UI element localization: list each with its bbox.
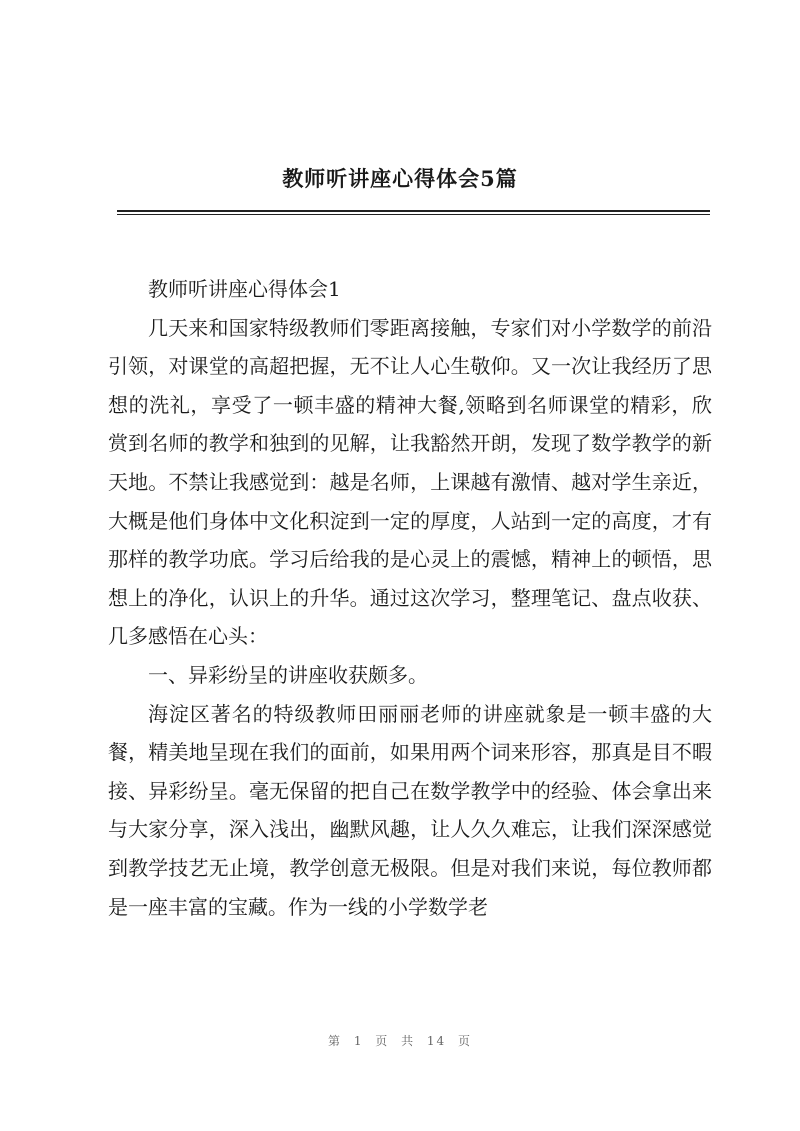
document-body xyxy=(108,270,712,926)
subsection-heading: 一、异彩纷呈的讲座收获颇多。 xyxy=(148,662,428,687)
page-number-footer: 第 1 页 共 14 页 xyxy=(328,1034,472,1048)
document-title: 教师听讲座心得体会5篇 xyxy=(282,166,518,191)
paragraph: 海淀区著名的特级教师田丽丽老师的讲座就象是一顿丰盛的大餐，精美地呈现在我们的面前，如果用两个词来形容，那真是目不暇接、异彩纷呈。毫无保留的把自己在数学教学中的经验、体会拿出来与大家分享，深入浅出，幽默风趣，让人久久难忘，让我们深深感觉到教学技艺无止境，教学创意无极限。但是对我们来说，每位教师都是一座丰富的宝藏。作为一线的小学数学老 xyxy=(108,701,712,919)
title-divider xyxy=(117,210,710,212)
title-divider-thin xyxy=(117,214,710,215)
paragraph: 几天来和国家特级教师们零距离接触，专家们对小学数学的前沿引领，对课堂的高超把握，无不让人心生敬仰。又一次让我经历了思想的洗礼，享受了一顿丰盛的精神大餐,领略到名师课堂的精彩，欣赏到名师的教学和独到的见解，让我豁然开朗，发现了数学教学的新天地。不禁让我感觉到：越是名师，上课越有激情、越对学生亲近，大概是他们身体中文化积淀到一定的厚度，人站到一定的高度，才有那样的教学功底。学习后给我的是心灵上的震憾，精神上的顿悟，思想上的净化，认识上的升华。通过这次学习，整理笔记、盘点收获、几多感悟在心头： xyxy=(108,315,712,649)
section-heading: 教师听讲座心得体会1 xyxy=(148,277,341,301)
